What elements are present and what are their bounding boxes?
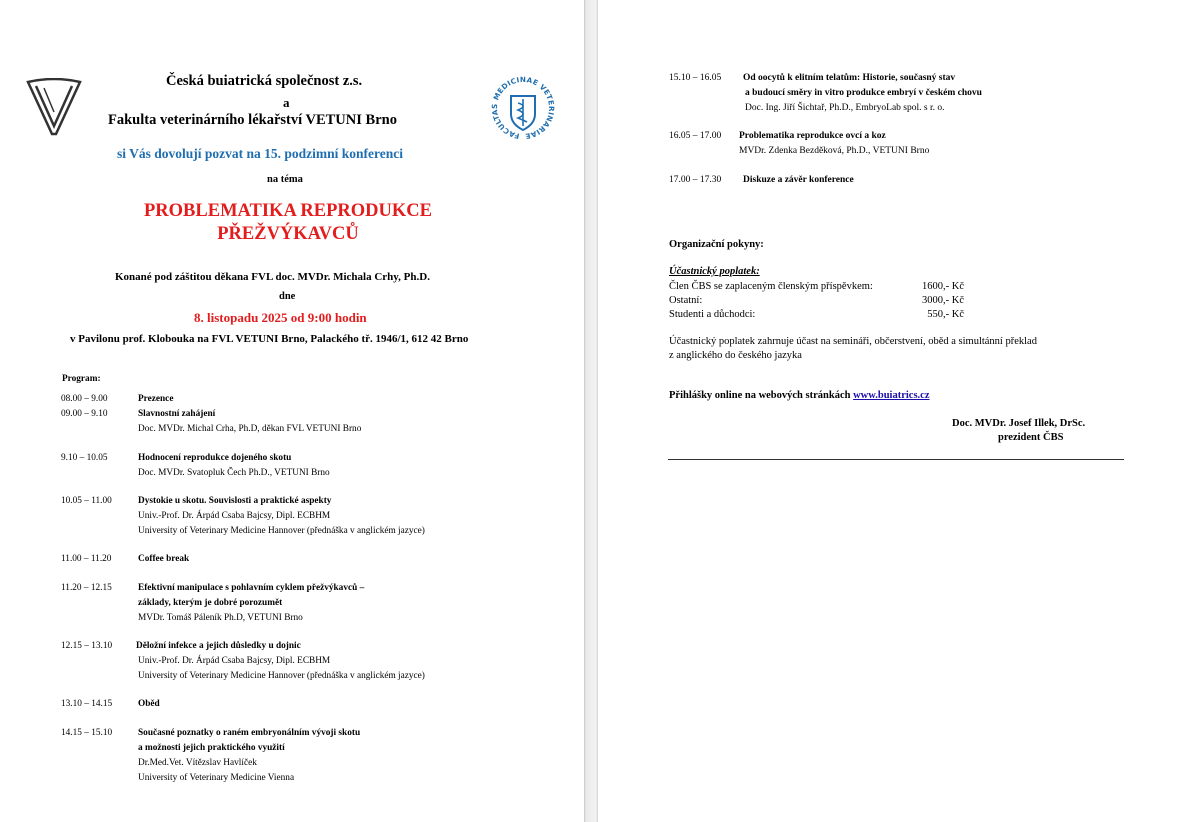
fee-price: 1600,- Kč [922,281,964,292]
date-label: dne [279,291,296,302]
fee-note-line-2: z anglického do českého jazyka [669,350,802,361]
program-time: 12.15 – 13.10 [61,641,113,651]
program-affiliation: University of Veterinary Medicine Hannover (přednáška v anglickém jazyce) [138,671,425,681]
program-time: 13.10 – 14.15 [61,699,113,709]
fee-row [669,280,873,294]
header-line-1: Česká buiatrická společnost z.s. [166,73,363,89]
cbs-logo-icon [26,78,82,136]
topic-label: na téma [267,174,303,185]
fee-price: 550,- Kč [927,309,964,320]
event-date: 8. listopadu 2025 od 9:00 hodin [194,310,367,325]
fee-label: Studenti a důchodci: [669,309,756,320]
program-title: Problematika reprodukce ovcí a koz [739,131,886,141]
program-speaker: Doc. Ing. Jiří Šichtař, Ph.D., EmbryoLab spol. s r. o. [745,103,945,113]
header-line-3: Fakulta veterinárního lékařství VETUNI Brno [108,112,397,128]
program-title: Současné poznatky o raném embryonálním vývoji skotu [138,728,361,738]
program-time: 14.15 – 15.10 [61,728,113,738]
program-time: 17.00 – 17.30 [669,175,722,185]
header-line-2: a [283,95,290,110]
fee-note-line-1: Účastnický poplatek zahrnuje účast na semináři, občerstvení, oběd a simultánní překlad [669,336,1037,347]
signature-name: Doc. MVDr. Josef Illek, DrSc. [952,418,1086,429]
program-title: Od oocytů k elitním telatům: Historie, současný stav [743,73,956,83]
fee-row [669,294,702,308]
program-title: Diskuze a závěr konference [743,175,854,185]
program-title: Prezence [138,394,174,404]
program-title: Děložní infekce a jejich důsledky u dojnic [136,641,301,651]
registration-link[interactable]: www.buiatrics.cz [853,390,930,401]
program-affiliation: University of Veterinary Medicine Vienna [138,773,295,783]
program-time: 11.00 – 11.20 [61,554,112,564]
faculty-logo-text: FACULTAS MEDICINAE VETERINARIAE [489,74,557,141]
program-time: 9.10 – 10.05 [61,453,108,463]
program-speaker: MVDr. Zdenka Bezděková, Ph.D., VETUNI Brno [739,146,930,156]
registration-line [669,390,930,401]
program-speaker: Univ.-Prof. Dr. Árpád Csaba Bajcsy, Dipl. ECBHM [138,656,331,666]
program-title: Hodnocení reprodukce dojeného skotu [138,453,292,463]
program-title: Slavnostní zahájení [138,409,216,419]
event-title-line-1: PROBLEMATIKA REPRODUKCE [144,201,432,221]
fee-row [669,308,755,322]
program-title: Coffee break [138,554,190,564]
program-title: Oběd [138,699,160,709]
event-venue: v Pavilonu prof. Klobouka na FVL VETUNI Brno, Palackého tř. 1946/1, 612 42 Brno [70,333,469,345]
program-speaker: Doc. MVDr. Michal Crha, Ph.D, děkan FVL VETUNI Brno [138,424,362,434]
program-title-cont: a budoucí směry in vitro produkce embryí v českém chovu [745,88,982,98]
patronage-text: Konané pod záštitou děkana FVL doc. MVDr. Michala Crhy, Ph.D. [115,271,430,283]
program-speaker: Dr.Med.Vet. Vítězslav Havlíček [138,758,257,768]
program-time: 11.20 – 12.15 [61,583,112,593]
program-heading: Program: [62,374,101,384]
program-speaker: Doc. MVDr. Svatopluk Čech Ph.D., VETUNI Brno [138,468,330,478]
event-title-line-2: PŘEŽVÝKAVCŮ [217,224,359,244]
fee-label: Ostatní: [669,295,703,306]
signature-divider [668,459,1124,460]
program-title-cont: a možnosti jejich praktického využití [138,743,285,753]
fee-heading: Účastnický poplatek: [669,266,760,277]
program-time: 15.10 – 16.05 [669,73,722,83]
fee-label: Člen ČBS se zaplaceným členským příspěvkem: [669,281,873,292]
program-time: 08.00 – 9.00 [61,394,108,404]
program-affiliation: University of Veterinary Medicine Hannover (přednáška v anglickém jazyce) [138,526,425,536]
fee-price: 3000,- Kč [922,295,964,306]
faculty-logo-icon [487,72,559,144]
program-time: 10.05 – 11.00 [61,496,112,506]
signature-role: prezident ČBS [998,432,1064,443]
document-page-left [0,0,584,822]
organization-heading: Organizační pokyny: [669,239,764,250]
invitation-text: si Vás dovolují pozvat na 15. podzimní konferenci [117,146,404,161]
registration-text: Přihlášky online na webových stránkách [669,390,851,401]
document-page-right [598,0,1187,822]
program-speaker: Univ.-Prof. Dr. Árpád Csaba Bajcsy, Dipl. ECBHM [138,511,331,521]
program-title: Dystokie u skotu. Souvislosti a praktické aspekty [138,496,332,506]
program-time: 09.00 – 9.10 [61,409,108,419]
page-gutter [584,0,598,822]
program-time: 16.05 – 17.00 [669,131,722,141]
program-title: Efektivní manipulace s pohlavním cyklem přežvýkavců – [138,583,365,593]
program-title-cont: základy, kterým je dobré porozumět [138,598,283,608]
program-speaker: MVDr. Tomáš Páleník Ph.D, VETUNI Brno [138,613,303,623]
